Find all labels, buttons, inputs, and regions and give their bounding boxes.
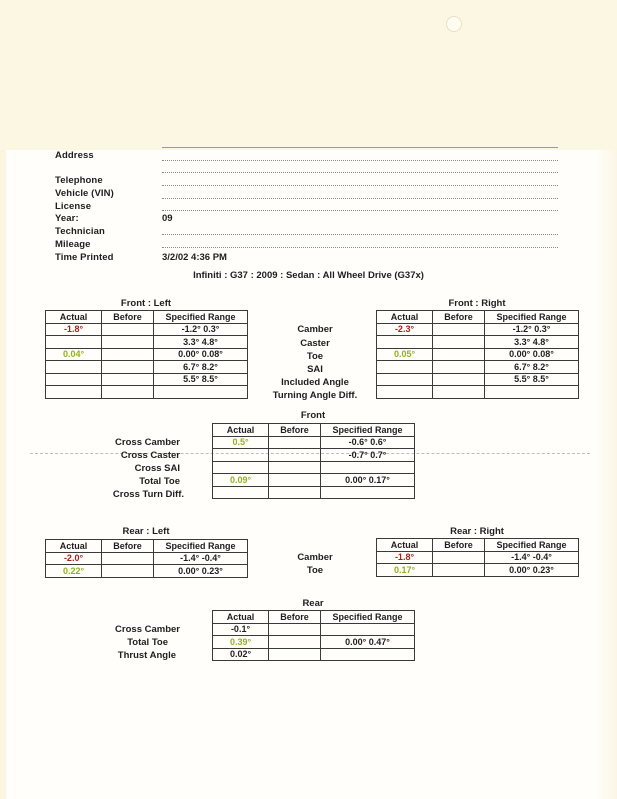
table-row bbox=[213, 436, 415, 449]
row-label-toe: Toe bbox=[306, 565, 324, 576]
column-header-specified: Specified Range bbox=[321, 611, 415, 624]
spec-cell bbox=[321, 486, 415, 499]
vin-line bbox=[162, 185, 558, 186]
column-header-specified: Specified Range bbox=[154, 540, 248, 553]
row-label-cross-sai: Cross SAI bbox=[134, 463, 180, 474]
row-label-cross-caster: Cross Caster bbox=[120, 450, 180, 461]
row-label-turning-angle-diff: Turning Angle Diff. bbox=[272, 390, 358, 401]
actual-cell: -0.1° bbox=[213, 623, 269, 636]
column-header-before: Before bbox=[102, 311, 154, 324]
before-cell bbox=[269, 436, 321, 449]
paper-edge bbox=[0, 150, 6, 799]
before-cell bbox=[269, 486, 321, 499]
before-cell bbox=[433, 361, 485, 374]
row-label-sai: SAI bbox=[307, 364, 323, 375]
table-row bbox=[46, 552, 248, 565]
column-header-before: Before bbox=[433, 311, 485, 324]
punch-hole bbox=[446, 16, 462, 32]
spec-cell: -1.4° -0.4° bbox=[485, 551, 579, 564]
actual-cell: 0.17° bbox=[377, 564, 433, 577]
column-header-actual: Actual bbox=[377, 311, 433, 324]
before-cell bbox=[269, 449, 321, 462]
front-right-title: Front : Right bbox=[448, 298, 506, 309]
vehicle-description: Infiniti : G37 : 2009 : Sedan : All Wheel Drive (G37x) bbox=[193, 270, 424, 281]
column-header-specified: Specified Range bbox=[485, 311, 579, 324]
technician-line bbox=[162, 234, 558, 235]
table-row bbox=[377, 348, 579, 361]
license-line bbox=[162, 198, 558, 199]
spec-cell: 0.00° 0.23° bbox=[485, 564, 579, 577]
actual-cell bbox=[46, 386, 102, 399]
actual-cell bbox=[213, 461, 269, 474]
before-cell bbox=[433, 551, 485, 564]
spec-cell: 5.5° 8.5° bbox=[154, 373, 248, 386]
column-header-before: Before bbox=[102, 540, 154, 553]
row-label-total-toe: Total Toe bbox=[127, 637, 168, 648]
address-line bbox=[162, 147, 558, 148]
before-cell bbox=[102, 552, 154, 565]
before-cell bbox=[269, 474, 321, 487]
spec-cell: 6.7° 8.2° bbox=[485, 361, 579, 374]
year-value: 09 bbox=[162, 213, 173, 224]
spec-cell bbox=[321, 648, 415, 661]
column-header-actual: Actual bbox=[213, 424, 269, 437]
mileage-line bbox=[162, 247, 558, 248]
spec-cell: -1.2° 0.3° bbox=[154, 323, 248, 336]
technician-label: Technician bbox=[55, 226, 105, 237]
vin-label: Vehicle (VIN) bbox=[55, 188, 114, 199]
table-row bbox=[377, 323, 579, 336]
before-cell bbox=[433, 348, 485, 361]
row-label-cross-turn-diff: Cross Turn Diff. bbox=[112, 489, 184, 500]
table-row bbox=[377, 373, 579, 386]
before-cell bbox=[102, 565, 154, 578]
spec-cell bbox=[154, 386, 248, 399]
spec-cell bbox=[321, 623, 415, 636]
actual-cell: 0.5° bbox=[213, 436, 269, 449]
table-row bbox=[213, 474, 415, 487]
table-row bbox=[46, 361, 248, 374]
table-row bbox=[213, 623, 415, 636]
actual-cell bbox=[377, 386, 433, 399]
spec-cell bbox=[485, 386, 579, 399]
address-label: Address bbox=[55, 150, 94, 161]
row-label-total-toe: Total Toe bbox=[139, 476, 180, 487]
row-label-camber: Camber bbox=[297, 324, 333, 335]
rear-left-table bbox=[45, 539, 248, 578]
front-cross-table bbox=[212, 423, 415, 499]
column-header-actual: Actual bbox=[377, 539, 433, 552]
row-label-cross-camber: Cross Camber bbox=[115, 437, 180, 448]
column-header-actual: Actual bbox=[46, 311, 102, 324]
before-cell bbox=[269, 636, 321, 649]
row-label-camber: Camber bbox=[297, 552, 333, 563]
actual-cell: 0.04° bbox=[46, 348, 102, 361]
before-cell bbox=[433, 564, 485, 577]
table-row bbox=[46, 565, 248, 578]
actual-cell: 0.02° bbox=[213, 648, 269, 661]
actual-cell: -1.8° bbox=[46, 323, 102, 336]
actual-cell: 0.39° bbox=[213, 636, 269, 649]
table-row bbox=[377, 564, 579, 577]
paper-edge bbox=[595, 150, 617, 799]
before-cell bbox=[269, 461, 321, 474]
mileage-label: Mileage bbox=[55, 239, 91, 250]
actual-cell: -1.8° bbox=[377, 551, 433, 564]
actual-cell: 0.05° bbox=[377, 348, 433, 361]
column-header-actual: Actual bbox=[213, 611, 269, 624]
rear-right-table bbox=[376, 538, 579, 577]
row-label-toe: Toe bbox=[306, 351, 324, 362]
spec-cell: 0.00° 0.08° bbox=[485, 348, 579, 361]
time-printed-label: Time Printed bbox=[55, 252, 114, 263]
actual-cell bbox=[46, 336, 102, 349]
spec-cell bbox=[321, 461, 415, 474]
spec-cell: 6.7° 8.2° bbox=[154, 361, 248, 374]
spec-cell: 3.3° 4.8° bbox=[485, 336, 579, 349]
column-header-before: Before bbox=[433, 539, 485, 552]
table-row bbox=[213, 486, 415, 499]
actual-cell bbox=[46, 373, 102, 386]
telephone-label: Telephone bbox=[55, 175, 103, 186]
license-label: License bbox=[55, 201, 92, 212]
row-label-cross-camber: Cross Camber bbox=[115, 624, 180, 635]
rear-cross-table bbox=[212, 610, 415, 661]
actual-cell: -2.0° bbox=[46, 552, 102, 565]
spec-cell: -1.4° -0.4° bbox=[154, 552, 248, 565]
table-row bbox=[213, 461, 415, 474]
rear-cross-title: Rear bbox=[302, 598, 324, 609]
actual-cell bbox=[377, 373, 433, 386]
actual-cell: -2.3° bbox=[377, 323, 433, 336]
spec-cell: 3.3° 4.8° bbox=[154, 336, 248, 349]
rear-left-title: Rear : Left bbox=[122, 526, 170, 537]
spec-cell: -0.7° 0.7° bbox=[321, 449, 415, 462]
column-header-before: Before bbox=[269, 611, 321, 624]
spec-cell: 0.00° 0.08° bbox=[154, 348, 248, 361]
table-row bbox=[46, 386, 248, 399]
spec-cell: 0.00° 0.17° bbox=[321, 474, 415, 487]
year-label: Year: bbox=[55, 213, 79, 224]
before-cell bbox=[102, 323, 154, 336]
spec-cell: 0.00° 0.47° bbox=[321, 636, 415, 649]
before-cell bbox=[433, 336, 485, 349]
time-printed-value: 3/2/02 4:36 PM bbox=[162, 252, 227, 263]
address-line bbox=[162, 160, 558, 161]
actual-cell bbox=[46, 361, 102, 374]
table-row bbox=[46, 336, 248, 349]
before-cell bbox=[269, 648, 321, 661]
table-row bbox=[377, 551, 579, 564]
actual-cell bbox=[213, 486, 269, 499]
before-cell bbox=[433, 373, 485, 386]
table-row bbox=[377, 336, 579, 349]
table-row bbox=[213, 648, 415, 661]
before-cell bbox=[433, 386, 485, 399]
front-left-title: Front : Left bbox=[120, 298, 172, 309]
before-cell bbox=[102, 361, 154, 374]
table-row bbox=[213, 449, 415, 462]
license-line bbox=[162, 210, 558, 211]
actual-cell: 0.09° bbox=[213, 474, 269, 487]
front-cross-title: Front bbox=[300, 410, 326, 421]
before-cell bbox=[102, 373, 154, 386]
row-label-thrust-angle: Thrust Angle bbox=[117, 650, 176, 661]
column-header-before: Before bbox=[269, 424, 321, 437]
front-right-table bbox=[376, 310, 579, 399]
front-left-table bbox=[45, 310, 248, 399]
actual-cell: 0.22° bbox=[46, 565, 102, 578]
before-cell bbox=[102, 386, 154, 399]
before-cell bbox=[102, 348, 154, 361]
actual-cell bbox=[213, 449, 269, 462]
spec-cell: 5.5° 8.5° bbox=[485, 373, 579, 386]
table-row bbox=[213, 636, 415, 649]
row-label-included-angle: Included Angle bbox=[281, 377, 349, 388]
column-header-specified: Specified Range bbox=[485, 539, 579, 552]
table-row bbox=[377, 361, 579, 374]
telephone-line bbox=[162, 172, 558, 173]
column-header-specified: Specified Range bbox=[321, 424, 415, 437]
table-row bbox=[46, 348, 248, 361]
before-cell bbox=[433, 323, 485, 336]
column-header-specified: Specified Range bbox=[154, 311, 248, 324]
spec-cell: -1.2° 0.3° bbox=[485, 323, 579, 336]
actual-cell bbox=[377, 361, 433, 374]
paper-top-band bbox=[0, 0, 617, 150]
actual-cell bbox=[377, 336, 433, 349]
column-header-actual: Actual bbox=[46, 540, 102, 553]
rear-right-title: Rear : Right bbox=[450, 526, 504, 537]
spec-cell: -0.6° 0.6° bbox=[321, 436, 415, 449]
spec-cell: 0.00° 0.23° bbox=[154, 565, 248, 578]
row-label-caster: Caster bbox=[300, 338, 330, 349]
table-row bbox=[46, 323, 248, 336]
before-cell bbox=[102, 336, 154, 349]
before-cell bbox=[269, 623, 321, 636]
table-row bbox=[377, 386, 579, 399]
table-row bbox=[46, 373, 248, 386]
